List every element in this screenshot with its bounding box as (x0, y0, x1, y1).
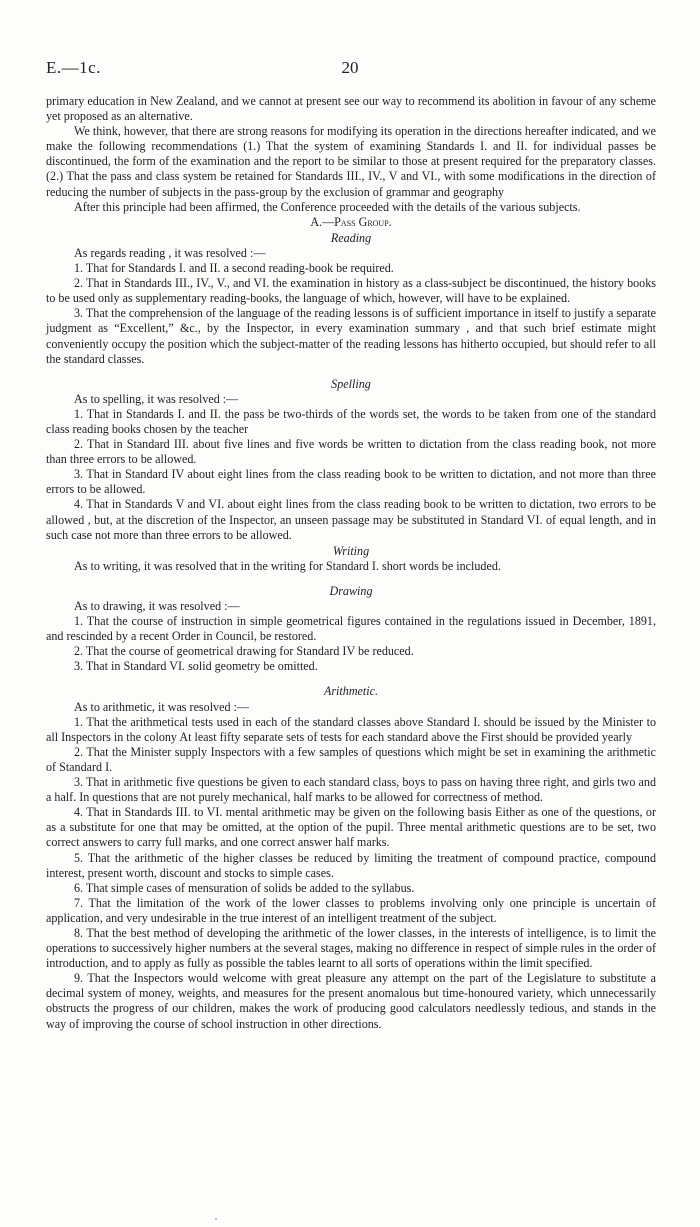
writing-heading: Writing (332, 543, 370, 558)
arithmetic-item: 8. That the best method of developing the arithmetic of the lower classes, in the interests of intelligence, is to limit the operations to successively higher numbers at the several stages, making no difference in respect of simple rules in the order of introduction, and to apply as fully as possible the tables learnt to all sorts of operations within the limit specified. (46, 925, 656, 971)
arithmetic-item: 1. That the arithmetical tests used in each of the standard classes above Standard I. should be issued by the Minister to all Inspectors in the colony At least fifty separate sets of tests for each standard above the First should be provided yearly (46, 714, 656, 744)
drawing-item: 1. That the course of instruction in simple geometrical figures contained in the regulations issued in December, 1891, and rescinded by a recent Order in Council, be restored. (46, 614, 656, 644)
arithmetic-item: 7. That the limitation of the work of the lower classes to problems involving only one principle is uncertain of application, and very undesirable in the true interest of an intelligent treatment of the subject. (46, 895, 656, 925)
spelling-item: 2. That in Standard III. about five lines and five words be written to dictation from the class reading book, not more than three errors to be allowed. (46, 437, 656, 467)
arithmetic-item: 3. That in arithmetic five questions be given to each standard class, boys to pass on having three right, and girls two and a half. In questions that are not purely mechanical, half marks to be allowed for correctness of method. (46, 775, 656, 805)
page-body (46, 94, 656, 1032)
drawing-lead: As to drawing, it was resolved :— (74, 599, 240, 613)
arithmetic-item: 6. That simple cases of mensuration of solids be added to the syllabus. (74, 880, 415, 895)
spelling-item: 1. That in Standards I. and II. the pass be two-thirds of the words set, the words to be taken from one of the standard class reading books chosen by the teacher (46, 406, 656, 436)
drawing-item: 2. That the course of geometrical drawing for Standard IV be reduced. (74, 644, 414, 659)
page-header (46, 58, 654, 82)
arithmetic-heading: Arithmetic. (323, 684, 379, 699)
arithmetic-item: 9. That the Inspectors would welcome with great pleasure any attempt on the part of the Legislature to substitute a decimal system of money, weights, and measures for the present anomalous but time-honoured variety, which unnecessarily obstructs the progress of our children, makes the work of producing good calculators needlessly tedious, and stands in the way of improving the course of school instruction in other directions. (46, 971, 656, 1031)
arithmetic-item: 5. That the arithmetic of the higher classes be reduced by limiting the treatment of compound practice, compound interest, present worth, discount and stocks to simple cases. (46, 850, 656, 880)
section-title: A.—Pass Group. (310, 214, 392, 229)
drawing-heading: Drawing (329, 583, 373, 598)
reading-item: 1. That for Standards I. and II. a second reading-book be required. (74, 261, 394, 276)
spelling-item: 3. That in Standard IV about eight lines from the class reading book to be written to dictation, and not more than three errors to be allowed. (46, 467, 656, 497)
drawing-item: 3. That in Standard VI. solid geometry be omitted. (74, 659, 318, 674)
reading-lead: As regards reading , it was resolved :— (74, 245, 266, 260)
document-reference: E.—1c. (46, 58, 101, 77)
page-number: 20 (341, 58, 359, 77)
intro-paragraph: primary education in New Zealand, and we cannot at present see our way to recommend its abolition in favour of any scheme yet proposed as an alternative. (46, 94, 656, 124)
spelling-heading: Spelling (331, 376, 371, 391)
scan-speck (215, 1218, 217, 1220)
reading-item: 2. That in Standards III., IV., V., and VI. the examination in history as a class-subject be discontinued, the history books to be used only as supplementary reading-books, the language of which, however, will have to be explained. (46, 276, 656, 306)
intro-paragraph: We think, however, that there are strong reasons for modifying its operation in the directions hereafter indicated, and we make the following recommendations (1.) That the system of examining Standards I. and II. for individual passes be discontinued, the form of the examination and the report to be similar to those at present required for the preparatory classes. (2.) That the pass and class system be retained for Standards III., IV., V and VI., with some modifications in the direction of reducing the number of subjects in the pass-group by the exclusion of grammar and geography (46, 124, 656, 199)
arithmetic-item: 4. That in Standards III. to VI. mental arithmetic may be given on the following basis Either as one of the questions, or as a substitute for one that may be omitted, at the option of the pupil. Three mental arithmetic questions are to be set, two correct answers to carry full marks, and one correct answer half marks. (46, 805, 656, 850)
spelling-lead: As to spelling, it was resolved :— (74, 391, 239, 406)
reading-item: 3. That the comprehension of the language of the reading lessons is of sufficient importance in itself to justify a separate judgment as “Excellent,” &c., by the Inspector, in every examination summary , and that such brief estimate might conveniently occupy the position which the subject-matter of the reading lessons has hitherto occupied, but should refer to all the standard classes. (46, 306, 656, 366)
spelling-item: 4. That in Standards V and VI. about eight lines from the class reading book to be written to dictation, two errors to be allowed , but, at the discretion of the Inspector, an unseen passage may be substituted in Standard VI. of equal length, and in such case not more than three errors to be allowed. (46, 497, 656, 542)
intro-paragraph: After this principle had been affirmed, the Conference proceeded with the details of the various subjects. (74, 199, 581, 214)
arithmetic-item: 2. That the Minister supply Inspectors with a few samples of questions which might be set in examining the arithmetic of Standard I. (46, 744, 656, 774)
reading-heading: Reading (330, 230, 372, 245)
arithmetic-lead: As to arithmetic, it was resolved :— (74, 699, 249, 714)
writing-text: As to writing, it was resolved that in the writing for Standard I. short words be included. (74, 558, 501, 573)
